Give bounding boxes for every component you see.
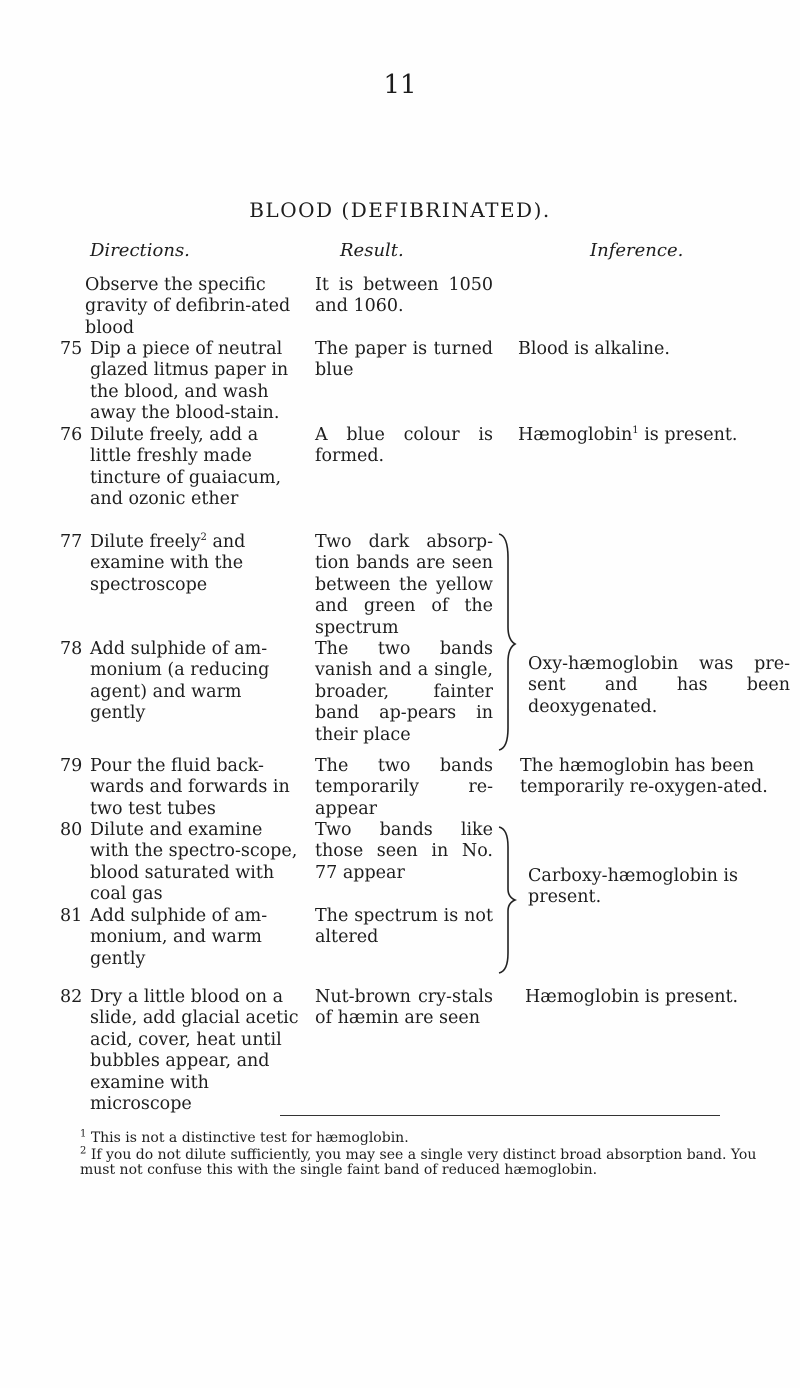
table-row-inference: Blood is alkaline. [518, 339, 670, 359]
experiment-number: 81 [60, 906, 83, 926]
page-title: BLOOD (DEFIBRINATED). [249, 198, 551, 222]
table-row-result: The two bands vanish and a single, broader, fainter band ap-pears in their place [315, 639, 493, 745]
experiment-number: 79 [60, 756, 83, 776]
table-row-directions: 80 Dilute and examine with the spectro-scope, blood saturated with coal gas [60, 820, 298, 905]
table-row-result: A blue colour is formed. [315, 425, 493, 467]
table-row-directions: 77 Dilute freely$^2$ and examine with the spectroscope [60, 532, 246, 595]
footnote-reference: 1 [632, 425, 639, 437]
table-row-result: It is between 1050 and 1060. [315, 275, 493, 317]
table-row-inference: Hæmoglobin$^1$ is present. [518, 425, 738, 445]
table-row-directions: 76 Dilute freely, add a little freshly made tincture of guaiacum, and ozonic ether [60, 425, 282, 510]
footnote-mark: 1 [80, 1128, 87, 1140]
table-row-directions: 82 Dry a little blood on a slide, add glacial acetic acid, cover, heat until bubbles appear, and examine with microscope [60, 987, 299, 1115]
table-row-directions: 78 Add sulphide of am-monium (a reducing agent) and warm gently [60, 639, 270, 724]
table-row-result: Nut-brown cry-stals of hæmin are seen [315, 987, 493, 1029]
experiment-number: 76 [60, 425, 83, 445]
grouped-inference: Carboxy-hæmoglobin is present. [528, 866, 738, 908]
experiment-number: 78 [60, 639, 83, 659]
table-row-result: The paper is turned blue [315, 339, 493, 381]
table-row-directions: 75 Dip a piece of neutral glazed litmus paper in the blood, and wash away the blood-stain. [60, 339, 289, 424]
experiment-number: 82 [60, 987, 83, 1007]
table-row-result: The spectrum is not altered [315, 906, 493, 948]
footnote: $^1$ This is not a distinctive test for hæmoglobin. [80, 1128, 409, 1146]
table-row-result: Two bands like those seen in No. 77 appear [315, 820, 493, 883]
experiment-number: 77 [60, 532, 83, 552]
page-number: 11 [383, 70, 417, 100]
grouped-inference: Oxy-hæmoglobin was pre-sent and has been deoxygenated. [528, 654, 790, 717]
right-brace [497, 825, 517, 975]
experiment-number: 75 [60, 339, 83, 359]
table-row-result: The two bands temporarily re-appear [315, 756, 493, 819]
footnote-rule [280, 1115, 720, 1116]
footnote-mark: 2 [80, 1145, 87, 1157]
column-header-directions: Directions. [90, 240, 190, 261]
footnote-reference: 2 [200, 532, 207, 544]
table-row-result: Two dark absorp-tion bands are seen between the yellow and green of the spectrum [315, 532, 493, 638]
column-header-result: Result. [340, 240, 404, 261]
table-row-directions: 79 Pour the fluid back-wards and forwards in two test tubes [60, 756, 290, 819]
column-header-inference: Inference. [590, 240, 684, 261]
table-row-inference: The hæmoglobin has been temporarily re-oxygen-ated. [520, 756, 768, 798]
table-row-inference: Hæmoglobin is present. [525, 987, 739, 1007]
table-row-directions: Observe the specific gravity of defibrin-ated blood [85, 275, 291, 338]
footnote: $^2$ If you do not dilute sufficiently, you may see a single very distinct broad absorption band. You must not confuse this with the single faint band of reduced hæmoglobin. [80, 1145, 757, 1178]
right-brace [497, 532, 517, 752]
table-row-directions: 81 Add sulphide of am-monium, and warm gently [60, 906, 268, 969]
experiment-number: 80 [60, 820, 83, 840]
